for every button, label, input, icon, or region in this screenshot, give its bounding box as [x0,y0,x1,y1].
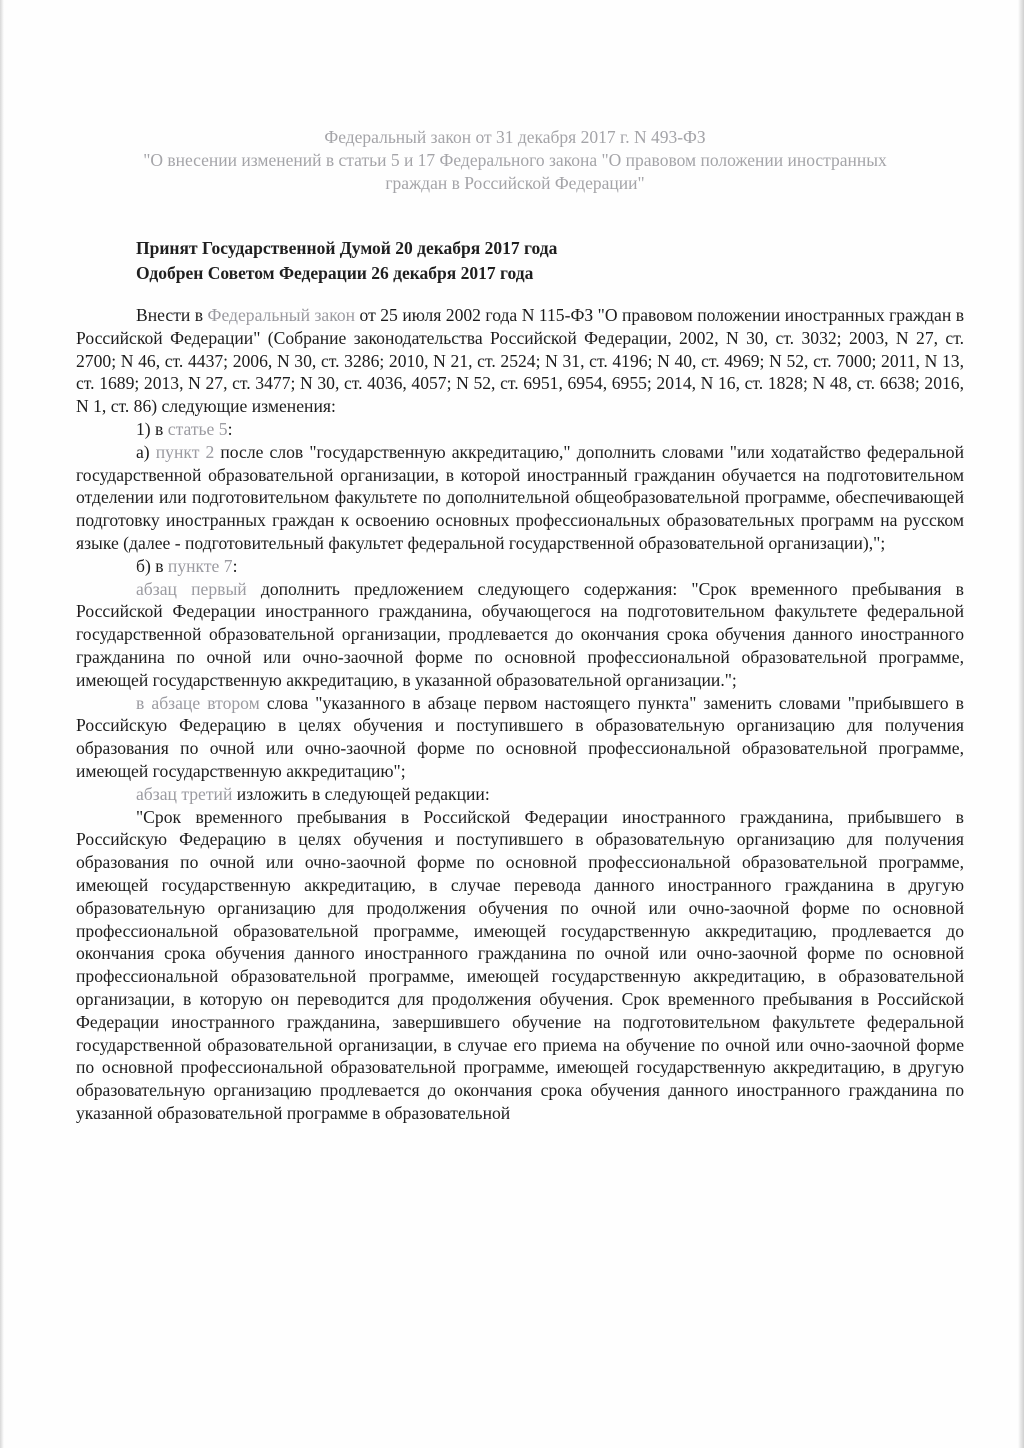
text: : [232,555,238,576]
link-point-2[interactable]: пункт 2 [155,441,215,462]
text: б) в [136,555,168,576]
paragraph-item-a [76,441,964,555]
paragraph-amend-intro [76,304,964,418]
text: Внести в [136,305,208,325]
document-body [76,304,964,1125]
text: : [227,418,233,439]
link-second-abzac[interactable]: в абзаце втором [136,692,260,713]
paragraph-item-1 [76,418,964,441]
text: после слов "государственную аккредитацию," дополнить словами "или ходатайство федеральной государственной образовательной организации, в которой иностранный гражданин обучается на подготовительном отделении или подготовительном факультете по дополнительной общеобразовательной программе, обеспечивающей подготовку иностранных граждан к освоению основных профессиональных образовательных программ на русском языке (далее - подготовительный факультет федеральной государственной образовательной организации),"; [76,441,964,553]
paragraph-item-b [76,555,964,578]
header-law-subject-line2: граждан в Российской Федерации" [385,173,645,193]
paragraph-third-abzac [76,783,964,806]
scan-edge-left [0,0,4,1448]
text: 1) в [136,418,168,439]
document-header [60,126,970,195]
text: изложить в следующей редакции: [232,783,490,804]
header-law-subject-line1: "О внесении изменений в статьи 5 и 17 Федерального закона "О правовом положении иностранных [143,150,887,170]
adopted-by-duma: Принят Государственной Думой 20 декабря 2017 года [136,238,558,258]
link-article-5[interactable]: статье 5 [167,418,228,439]
link-third-abzac[interactable]: абзац третий [136,783,233,804]
text: а) [136,441,156,462]
text: от 25 июля 2002 года N 115-ФЗ "О правовом положении иностранных граждан в Российской Федерации" (Собрание законодательства Российской Федерации, 2002, N 30, ст. 3032; 2003, N 27, ст. 2700; N 46, ст. 4437; 2006, N 30, ст. 3286; 2010, N 21, ст. 2524; N 31, ст. 4196; N 40, ст. 4969; N 52, ст. 7000; 2011, N 13, ст. 1689; 2013, N 27, ст. 3477; N 30, ст. 4036, 4057; N 52, ст. 6951, 6954, 6955; 2014, N 16, ст. 1828; N 48, ст. 6638; 2016, N 1, ст. 86) следующие изменения: [76,305,964,417]
paragraph-first-abzac [76,578,964,692]
approved-by-federation-council: Одобрен Советом Федерации 26 декабря 2017 года [136,263,534,283]
scan-edge-right [1018,0,1024,1448]
link-first-abzac[interactable]: абзац первый [136,578,247,599]
adoption-block [136,236,557,286]
link-federal-law[interactable]: Федеральный закон [207,305,356,325]
text: слова "указанного в абзаце первом настоящего пункта" заменить словами "прибывшего в Российскую Федерацию в целях обучения и поступившего в образовательную организацию для получения образования по очной или очно-заочной форме по основной профессиональной образовательной программе, имеющей государственную аккредитацию"; [76,692,964,781]
text: дополнить предложением следующего содержания: "Срок временного пребывания в Российской Федерации иностранного гражданина, обучающегося на подготовительном факультете федеральной государственной образовательной организации, продлевается до окончания срока обучения данного иностранного гражданина по очной или очно-заочной форме по основной профессиональной образовательной программе, имеющей государственную аккредитацию, в указанной образовательной организации."; [76,578,964,690]
paragraph-new-wording: "Срок временного пребывания в Российской Федерации иностранного гражданина, прибывшего в Российскую Федерацию в целях обучения и поступившего в образовательную организацию для получения образования по очной или очно-заочной форме по основной профессиональной образовательной программе, имеющей государственную аккредитацию, в случае перевода данного иностранного гражданина в другую образовательную организацию для продолжения обучения по очной или очно-заочной форме по основной профессиональной образовательной программе, имеющей государственную аккредитацию, продлевается до окончания срока обучения данного иностранного гражданина по очной или очно-заочной форме по основной профессиональной образовательной программе, имеющей государственную аккредитацию, в образовательной организации, в которую он переводится для продолжения обучения. Срок временного пребывания в Российской Федерации иностранного гражданина, завершившего обучение на подготовительном факультете федеральной государственной образовательной организации, в случае его приема на обучение по очной или очно-заочной форме по основной профессиональной образовательной программе, имеющей государственную аккредитацию, в другую образовательную организацию продлевается до окончания срока обучения данного иностранного гражданина по указанной образовательной программе в образовательной [76,806,964,1123]
header-law-title: Федеральный закон от 31 декабря 2017 г. N 493-ФЗ [324,127,706,147]
link-point-7[interactable]: пункте 7 [167,555,233,576]
paragraph-second-abzac [76,692,964,783]
